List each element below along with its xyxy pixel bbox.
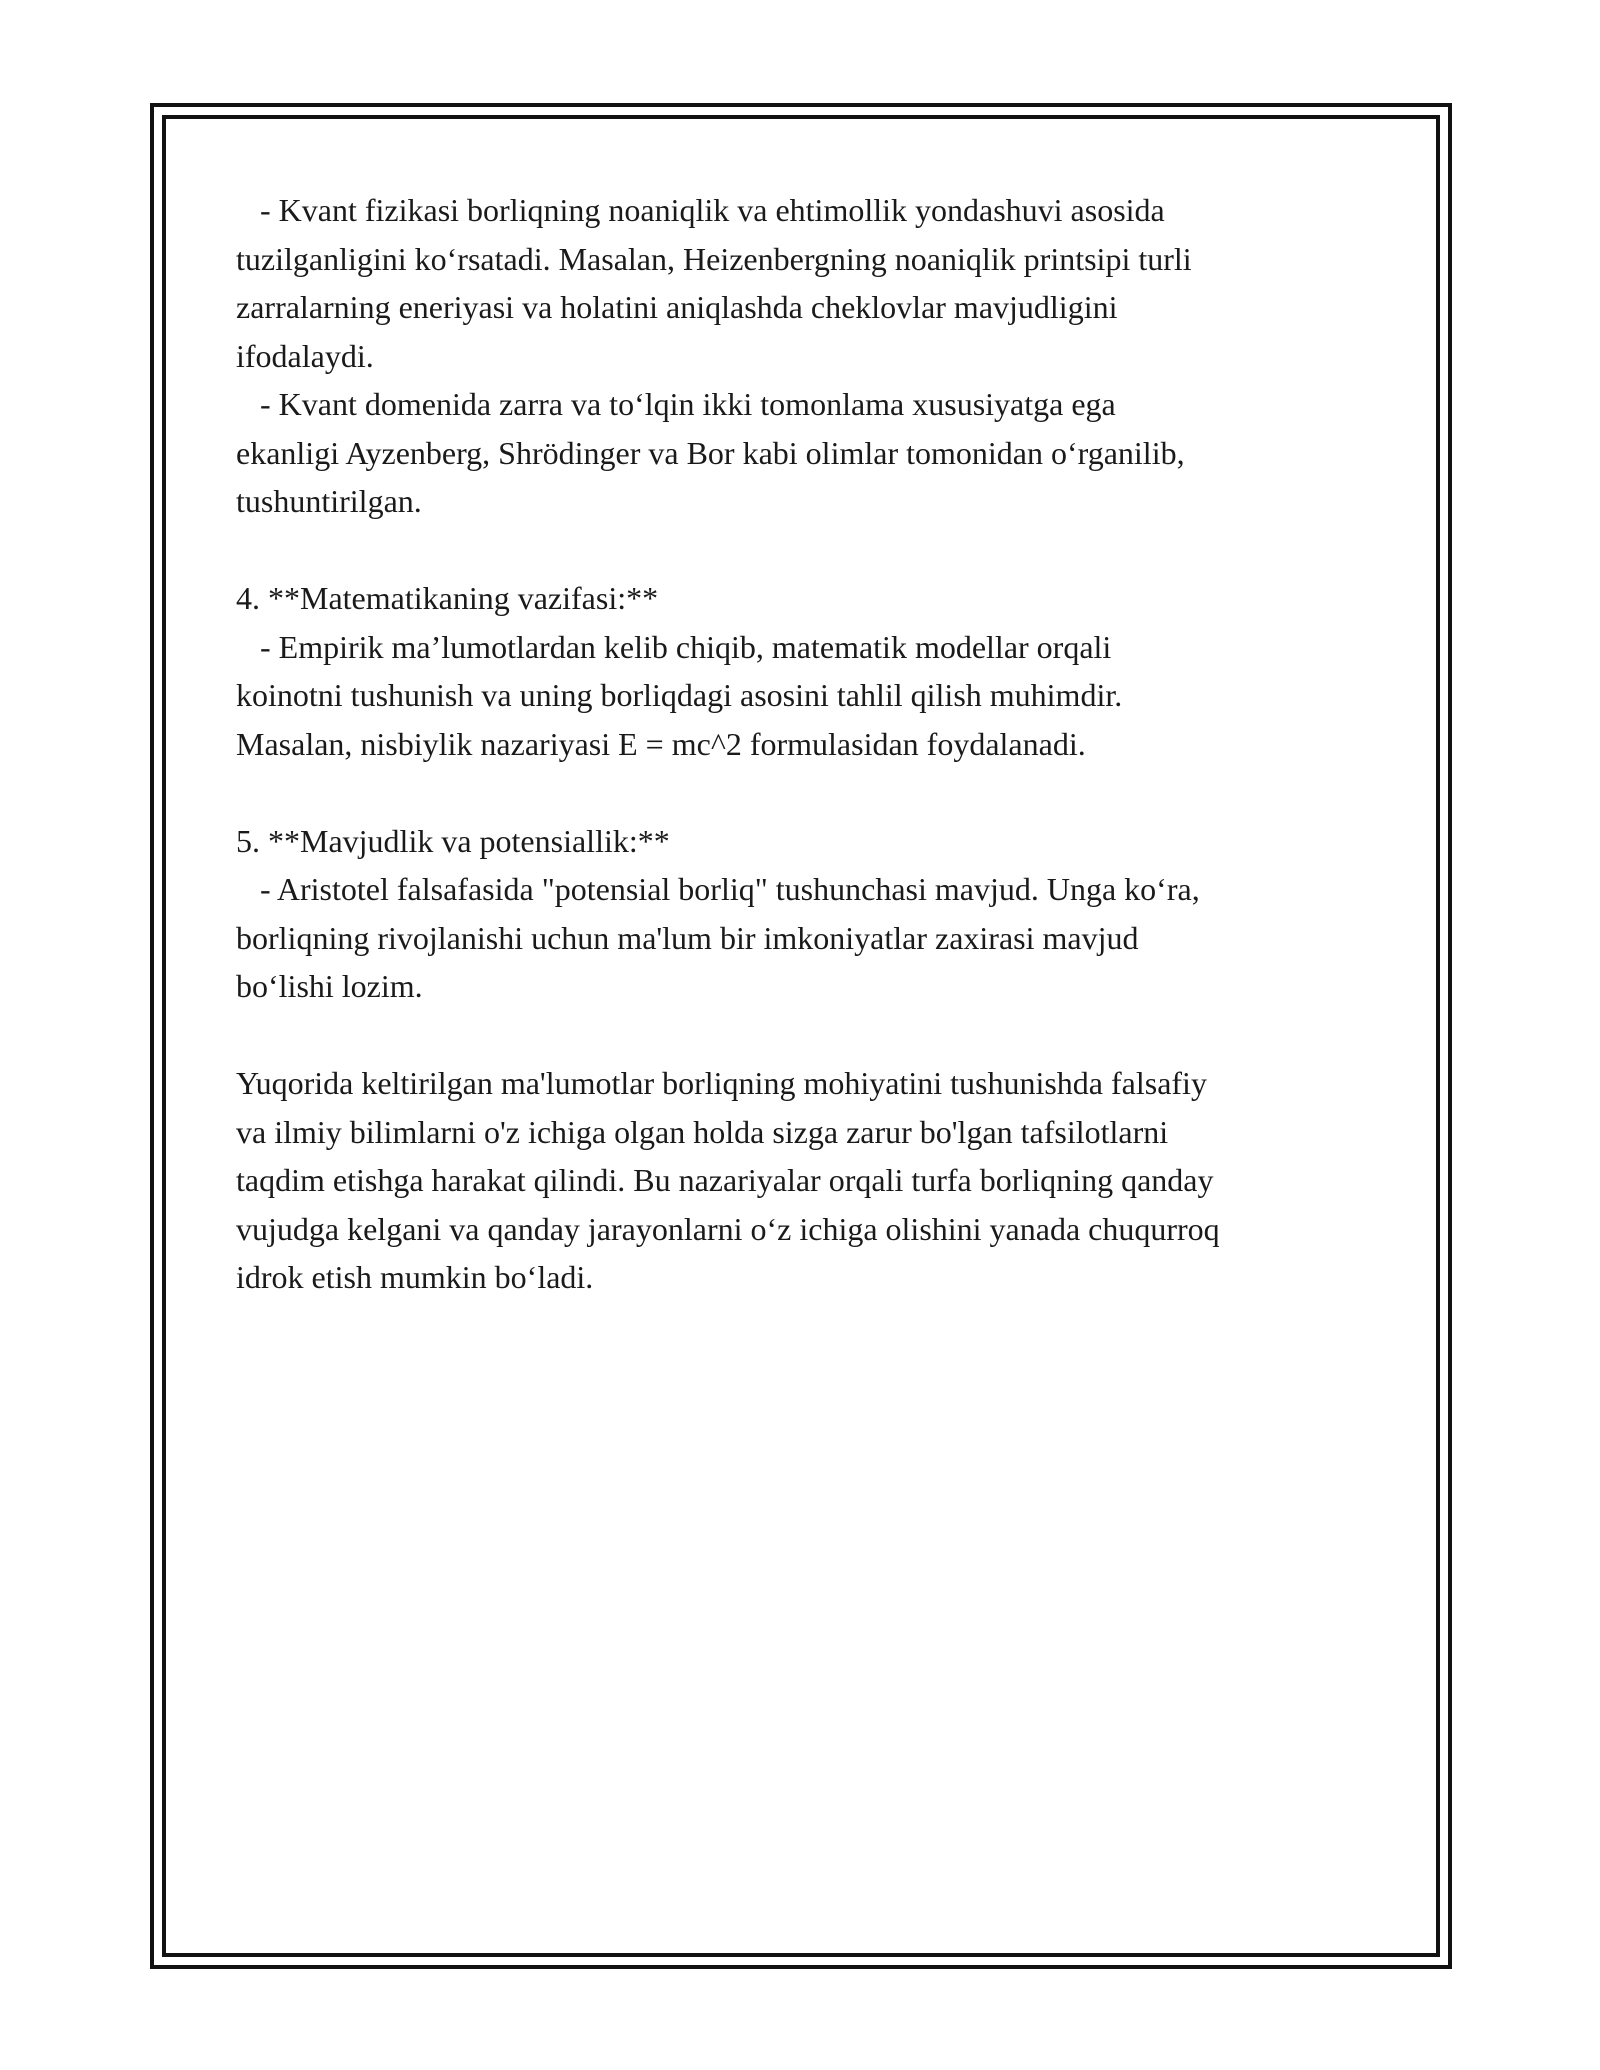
paragraph-empirik: - Empirik ma’lumotlardan kelib chiqib, matematik modellar orqali koinotni tushunish va uning borliqdagi asosini tahlil qilish muhimdir. Masalan, nisbiylik nazariyasi E = mc^2 formulasidan foydalanadi.	[236, 628, 1123, 762]
paragraph-kvant-fizikasi: - Kvant fizikasi borliqning noaniqlik va ehtimollik yondashuvi asosida tuzilganligini ko‘rsatadi. Masalan, Heizenbergning noaniqlik printsipi turli zarralarning eneriyasi va holatini aniqlashda cheklovlar mavjudligini ifodalaydi.	[236, 192, 1192, 374]
paragraph-conclusion: Yuqorida keltirilgan ma'lumotlar borliqning mohiyatini tushunishda falsafiy va ilmiy bilimlarni o'z ichiga olgan holda sizga zarur bo'lgan tafsilotlarni taqdim etishga harakat qilindi. Bu nazariyalar orqali turfa borliqning qanday vujudga kelgani va qanday jarayonlarni o‘z ichiga olishini yanada chuqurroq idrok etish mumkin bo‘ladi.	[236, 1065, 1220, 1295]
paragraph-kvant-domenida: - Kvant domenida zarra va to‘lqin ikki tomonlama xususiyatga ega ekanligi Ayzenberg, Shrödinger va Bor kabi olimlar tomonidan o‘rganilib, tushuntirilgan.	[236, 386, 1185, 519]
document-body	[236, 186, 1366, 1302]
blank-line	[236, 526, 1366, 575]
section-heading-matematika: 4. **Matematikaning vazifasi:**	[236, 580, 659, 616]
blank-line	[236, 1011, 1366, 1060]
paragraph-aristotel: - Aristotel falsafasida "potensial borliq" tushunchasi mavjud. Unga ko‘ra, borliqning rivojlanishi uchun ma'lum bir imkoniyatlar zaxirasi mavjud bo‘lishi lozim.	[236, 871, 1200, 1004]
section-heading-mavjudlik: 5. **Mavjudlik va potensiallik:**	[236, 822, 670, 859]
blank-line	[236, 768, 1366, 817]
